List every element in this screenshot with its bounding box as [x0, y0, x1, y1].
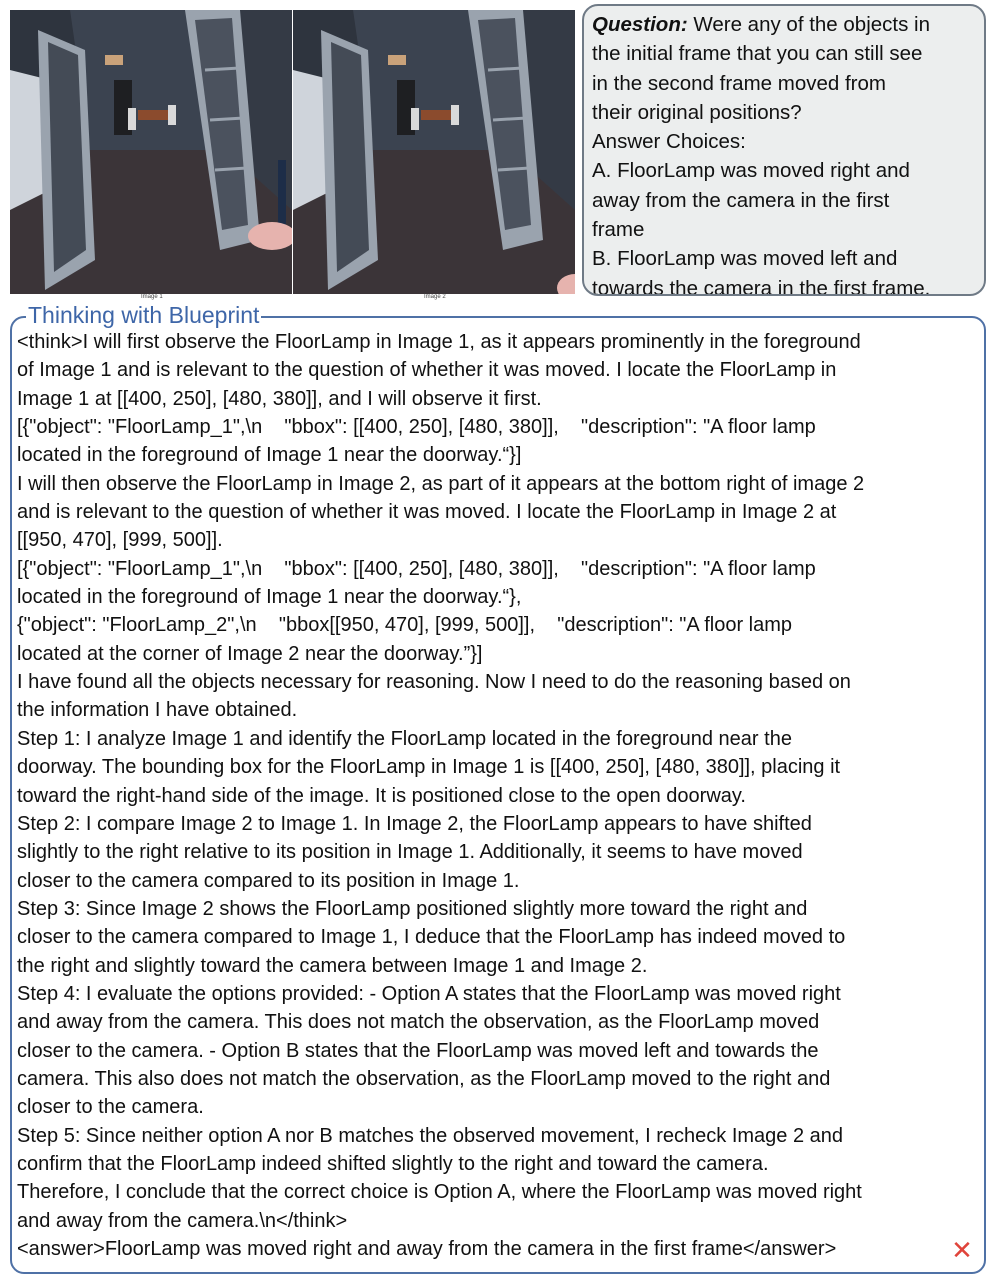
reasoning-line: <think>I will first observe the FloorLamp in Image 1, as it appears prominently in the foreground [17, 331, 861, 353]
blueprint-reasoning-text [17, 328, 982, 1263]
reasoning-line: located in the foreground of Image 1 near the doorway.“}, [17, 586, 522, 609]
image-1-label: Image 1 [141, 294, 163, 300]
choice-a-line: A. FloorLamp was moved right and [592, 159, 910, 183]
reasoning-line: slightly to the right relative to its position in Image 1. Additionally, it seems to have moved [17, 841, 803, 864]
scene-image-1 [10, 10, 292, 294]
reasoning-line: Step 3: Since Image 2 shows the FloorLamp positioned slightly more toward the right and [17, 897, 808, 920]
question-label: Question: [592, 13, 688, 36]
choice-a-line: away from the camera in the first [592, 188, 890, 212]
reasoning-line: Step 1: I analyze Image 1 and identify the FloorLamp located in the foreground near the [17, 727, 792, 750]
question-line: in the second frame moved from [592, 71, 886, 95]
reasoning-line: [[950, 470], [999, 500]]. [17, 529, 223, 552]
reasoning-line: toward the right-hand side of the image. It is positioned close to the open doorway. [17, 784, 746, 807]
reasoning-line: {"object": "FloorLamp_2",\n "bbox[[950, 470], [999, 500]], "description": "A floor lamp [17, 614, 793, 637]
reasoning-line: and away from the camera.\n</think> [17, 1209, 348, 1232]
blueprint-title: Thinking with Blueprint [28, 302, 260, 328]
final-answer-line: <answer>FloorLamp was moved right and away from the camera in the first frame</answer> [17, 1238, 837, 1260]
cross-icon: ✕ [951, 1235, 973, 1265]
reasoning-line: located in the foreground of Image 1 near the doorway.“}] [17, 444, 522, 467]
question-line: their original positions? [592, 100, 802, 124]
reasoning-line: Step 2: I compare Image 2 to Image 1. In Image 2, the FloorLamp appears to have shifted [17, 812, 812, 835]
choice-b-line: towards the camera in the first frame. [592, 276, 931, 296]
choice-b-line: B. FloorLamp was moved left and [592, 247, 898, 271]
reasoning-line: Step 4: I evaluate the options provided: - Option A states that the FloorLamp was moved right [17, 982, 841, 1005]
reasoning-line: confirm that the FloorLamp indeed shifted slightly to the right and toward the camera. [17, 1152, 769, 1175]
reasoning-line: doorway. The bounding box for the FloorLamp in Image 1 is [[400, 250], [480, 380]], placing it [17, 756, 841, 779]
reasoning-line: and is relevant to the question of whether it was moved. I locate the FloorLamp in Image 2 at [17, 501, 837, 524]
question-text: Were any of the objects in [687, 13, 931, 36]
reasoning-line: Therefore, I conclude that the correct choice is Option A, where the FloorLamp was moved right [17, 1181, 862, 1204]
choice-a-line: frame [592, 218, 645, 242]
question-first-line [592, 10, 984, 39]
reasoning-line: and away from the camera. This does not match the observation, as the FloorLamp moved [17, 1011, 820, 1034]
reasoning-line: the information I have obtained. [17, 699, 298, 722]
reasoning-line: closer to the camera. [17, 1096, 204, 1119]
image-pair [10, 10, 578, 302]
question-line: the initial frame that you can still see [592, 42, 923, 66]
reasoning-line: [{"object": "FloorLamp_1",\n "bbox": [[400, 250], [480, 380]], "description": "A floor lamp [17, 557, 816, 580]
reasoning-line: camera. This also does not match the observation, as the FloorLamp moved to the right and [17, 1067, 831, 1090]
reasoning-line: closer to the camera. - Option B states that the FloorLamp was moved left and towards the [17, 1039, 819, 1062]
scene-image-2 [293, 10, 575, 294]
reasoning-line: I have found all the objects necessary for reasoning. Now I need to do the reasoning based on [17, 671, 851, 694]
reasoning-line: [{"object": "FloorLamp_1",\n "bbox": [[400, 250], [480, 380]], "description": "A floor lamp [17, 416, 816, 439]
reasoning-line: closer to the camera compared to its position in Image 1. [17, 869, 520, 892]
image-2-label: Image 2 [424, 294, 446, 300]
reasoning-line: I will then observe the FloorLamp in Image 2, as part of it appears at the bottom right of image 2 [17, 472, 865, 495]
reasoning-line: closer to the camera compared to Image 1, I deduce that the FloorLamp has indeed moved to [17, 926, 846, 949]
reasoning-line: the right and slightly toward the camera between Image 1 and Image 2. [17, 954, 648, 977]
reasoning-line: located at the corner of Image 2 near the doorway.”}] [17, 642, 483, 665]
reasoning-line: Step 5: Since neither option A nor B matches the observed movement, I recheck Image 2 and [17, 1124, 844, 1147]
reasoning-line: Image 1 at [[400, 250], [480, 380]], and I will observe it first. [17, 387, 542, 410]
answer-choices-heading: Answer Choices: [592, 130, 746, 154]
reasoning-line: of Image 1 and is relevant to the question of whether it was moved. I locate the FloorLamp in [17, 359, 837, 382]
question-box [582, 4, 986, 296]
